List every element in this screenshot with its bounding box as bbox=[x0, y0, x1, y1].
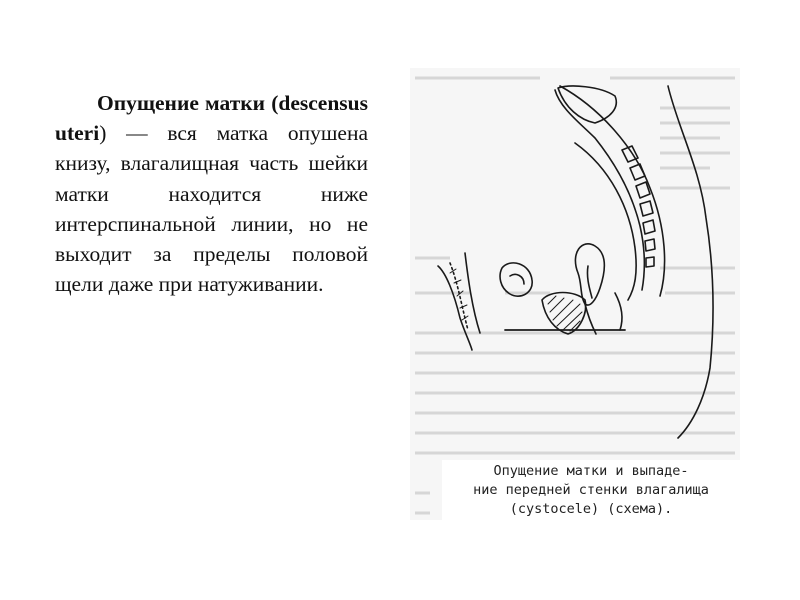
anatomy-diagram bbox=[410, 68, 740, 520]
caption-line-3: (cystocele) (схема). bbox=[509, 501, 673, 517]
term-label: Опущение матки ( bbox=[97, 91, 279, 115]
latin-term: descensus uteri bbox=[55, 91, 368, 146]
bladder-hatching bbox=[548, 296, 582, 331]
intestine-inner bbox=[510, 274, 524, 284]
definition-text bbox=[55, 88, 368, 299]
caption-line-1: Опущение матки и выпаде- bbox=[493, 463, 689, 479]
sacral-segments bbox=[622, 146, 655, 267]
anatomy-figure bbox=[410, 68, 740, 520]
pelvic-curve bbox=[575, 143, 636, 300]
definition-paragraph bbox=[55, 88, 368, 299]
intestine-loop bbox=[500, 263, 532, 296]
definition-body: ) — вся матка опушена книзу, влагалищная часть шейки матки находится ниже интерспинальной линии, но не выходит за пределы половой щели даже при натуживании. bbox=[55, 121, 368, 297]
spine-front bbox=[555, 90, 644, 290]
pubic-symphysis bbox=[450, 263, 468, 330]
figure-caption bbox=[442, 460, 740, 523]
caption-line-2: ние передней стенки влагалища bbox=[473, 482, 709, 498]
rectum bbox=[615, 293, 622, 330]
uterus-cavity bbox=[587, 266, 592, 298]
